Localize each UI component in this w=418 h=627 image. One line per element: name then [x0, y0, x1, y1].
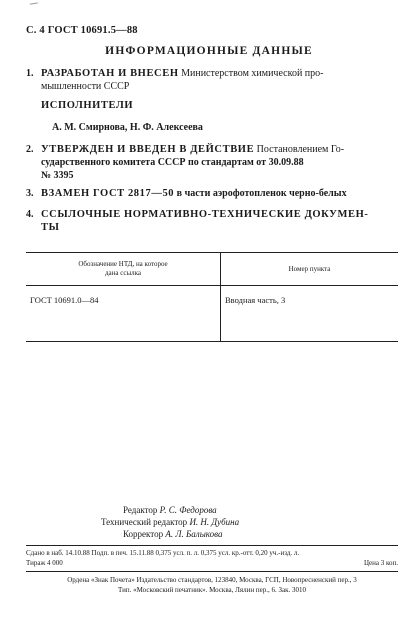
price: Цена 3 коп.: [363, 558, 398, 567]
info-item-4: [26, 208, 398, 234]
item-caps: ССЫЛОЧНЫЕ НОРМАТИВНО-ТЕХНИЧЕСКИЕ ДОКУМЕН-: [41, 209, 369, 220]
tech-editor-name: И. Н. Дубина: [189, 517, 240, 527]
publisher-block: [26, 576, 398, 595]
performers-label: ИСПОЛНИТЕЛИ: [41, 100, 134, 111]
item-caps: УТВЕРЖДЕН И ВВЕДЕН В ДЕЙСТВИЕ: [41, 144, 255, 155]
item-text: Постановлением Го-: [256, 144, 345, 155]
info-item-3: [26, 187, 398, 200]
item-text-number: № 3395: [41, 170, 74, 181]
reference-table: [26, 252, 398, 342]
divider: [26, 545, 398, 546]
imprint-line: Сдано в наб. 14.10.88 Подп. в печ. 15.11.88 0,375 усл. п. л. 0,375 усл. кр.-отт. 0,20 уч.-изд. л.: [26, 549, 300, 557]
col-header-line: Обозначение НТД, на которое: [78, 260, 168, 268]
print-run: Тираж 4 000: [26, 558, 63, 567]
item-text: Министерством химической про-: [181, 68, 324, 79]
col-header-line: дана ссылка: [104, 269, 142, 277]
tech-editor-label: Технический редактор: [101, 517, 188, 527]
scan-mark: [30, 2, 38, 6]
item-number: 1.: [26, 68, 34, 79]
performers-names: А. М. Смирнова, Н. Ф. Алексеева: [52, 122, 203, 133]
editor-line: [0, 504, 418, 516]
printer-line: Тип. «Московский печатник». Москва, Лялин пер., 6. Зак. 3010: [118, 585, 306, 594]
publisher-line: Ордена «Знак Почета» Издательство стандартов, 123840, Москва, ГСП, Новопресненский пер., 3: [67, 576, 357, 584]
imprint-line: [26, 559, 398, 569]
item-number: 4.: [26, 209, 34, 220]
cell-document: ГОСТ 10691.0—84: [26, 286, 221, 342]
page-header: С. 4 ГОСТ 10691.5—88: [26, 25, 138, 36]
tech-editor-line: [0, 516, 418, 528]
col-header-document: [26, 253, 221, 286]
item-number: 3.: [26, 188, 34, 199]
item-number: 2.: [26, 144, 34, 155]
corrector-line: [0, 528, 418, 540]
corrector-label: Корректор: [123, 529, 164, 539]
corrector-name: А. Л. Балыкова: [165, 529, 223, 539]
item-text-cont: сударственного комитета СССР по стандартам от 30.09.88: [41, 157, 304, 168]
info-item-1: [26, 67, 398, 93]
editor-name: Р. С. Федорова: [159, 505, 217, 515]
editor-label: Редактор: [123, 505, 158, 515]
cell-clause: Вводная часть, 3: [225, 295, 286, 305]
table-header-row: [26, 253, 398, 286]
divider: [26, 571, 398, 572]
item-caps-cont: ТЫ: [41, 222, 60, 233]
item-text-cont: мышленности СССР: [41, 81, 130, 92]
item-caps: ВЗАМЕН ГОСТ 2817—50: [41, 188, 175, 199]
item-caps: РАЗРАБОТАН И ВНЕСЕН: [41, 68, 179, 79]
section-title: ИНФОРМАЦИОННЫЕ ДАННЫЕ: [105, 45, 313, 57]
item-text: в части аэрофотопленок черно-белых: [176, 188, 347, 199]
imprint-block: [26, 549, 398, 568]
table-row: [26, 286, 398, 342]
info-item-2: [26, 143, 398, 182]
col-header-clause: Номер пункта: [221, 253, 399, 286]
editors-block: [0, 504, 418, 540]
